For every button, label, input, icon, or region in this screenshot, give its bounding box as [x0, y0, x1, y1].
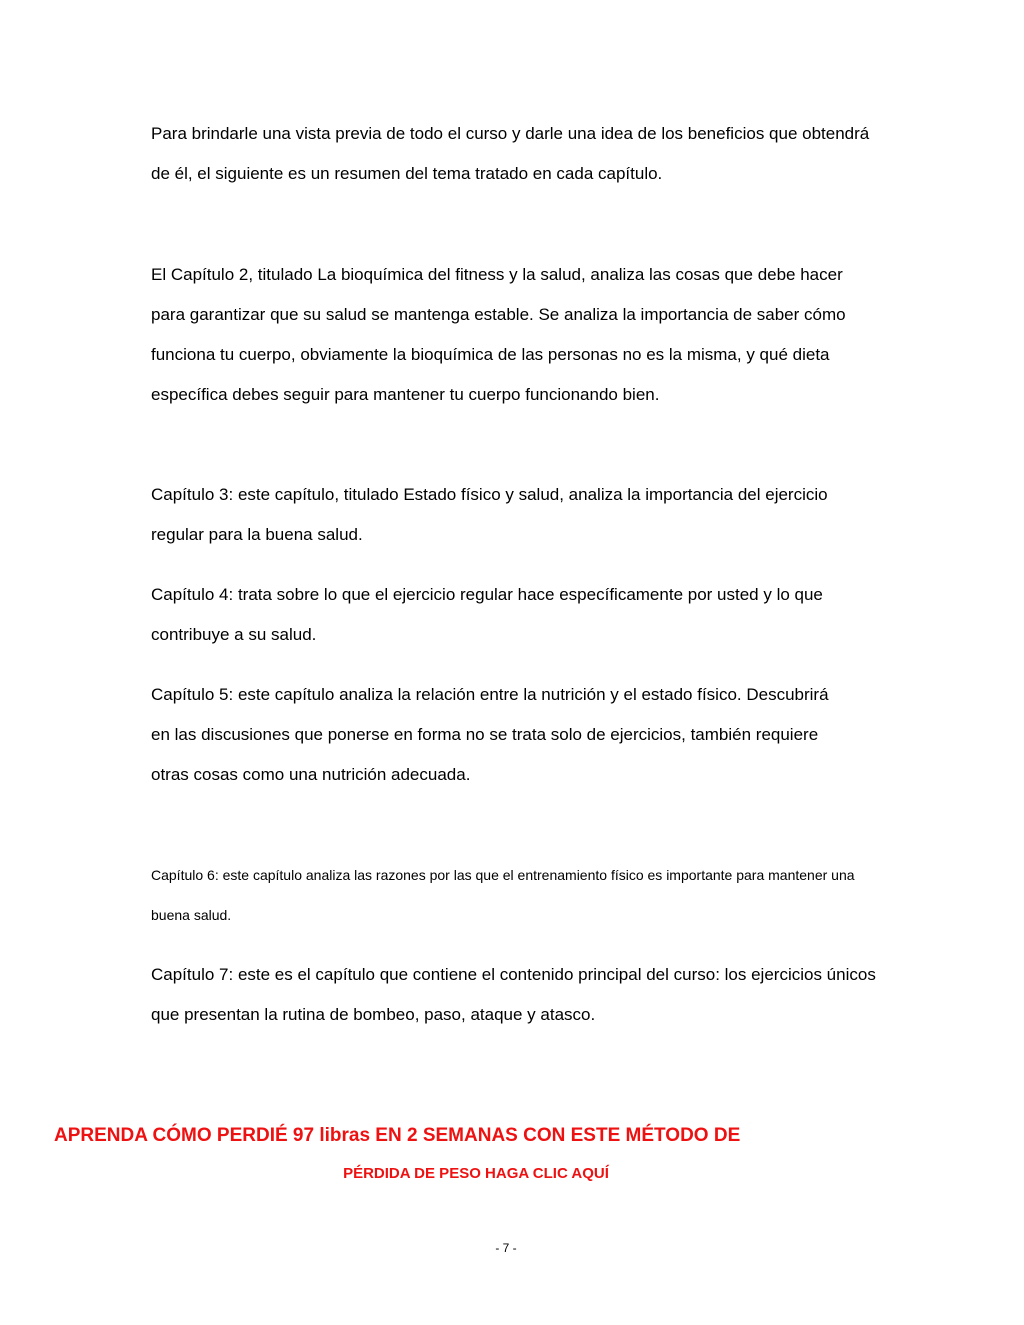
- cta-link-line-2[interactable]: PÉRDIDA DE PESO HAGA CLIC AQUÍ: [343, 1165, 609, 1182]
- intro-paragraph: Para brindarle una vista previa de todo el curso y darle una idea de los beneficios que obtendrá de él, el siguiente es un resumen del tema tratado en cada capítulo.: [151, 124, 870, 183]
- chapter-6-paragraph: Capítulo 6: este capítulo analiza las razones por las que el entrenamiento físico es importante para mantener una buena salud.: [151, 867, 855, 923]
- chapter-7-paragraph: Capítulo 7: este es el capítulo que contiene el contenido principal del curso: los ejercicios únicos que presentan la rutina de bombeo, paso, ataque y atasco.: [151, 965, 876, 1024]
- chapter-3-paragraph: Capítulo 3: este capítulo, titulado Estado físico y salud, analiza la importancia del ejercicio regular para la buena salud.: [151, 485, 828, 544]
- page-number: - 7 -: [495, 1241, 517, 1255]
- cta-link-line-1[interactable]: APRENDA CÓMO PERDIÉ 97 libras EN 2 SEMANAS CON ESTE MÉTODO DE: [54, 1125, 741, 1146]
- chapter-4-paragraph: Capítulo 4: trata sobre lo que el ejercicio regular hace específicamente por usted y lo que contribuye a su salud.: [151, 585, 823, 644]
- chapter-5-paragraph: Capítulo 5: este capítulo analiza la relación entre la nutrición y el estado físico. Descubrirá en las discusiones que ponerse en forma no se trata solo de ejercicios, también requiere otras cosas como una nutrición adecuada.: [151, 685, 829, 784]
- chapter-2-paragraph: El Capítulo 2, titulado La bioquímica del fitness y la salud, analiza las cosas que debe hacer para garantizar que su salud se mantenga estable. Se analiza la importancia de saber cómo funciona tu cuerpo, obviamente la bioquímica de las personas no es la misma, y qué dieta específica debes seguir para mantener tu cuerpo funcionando bien.: [151, 265, 846, 404]
